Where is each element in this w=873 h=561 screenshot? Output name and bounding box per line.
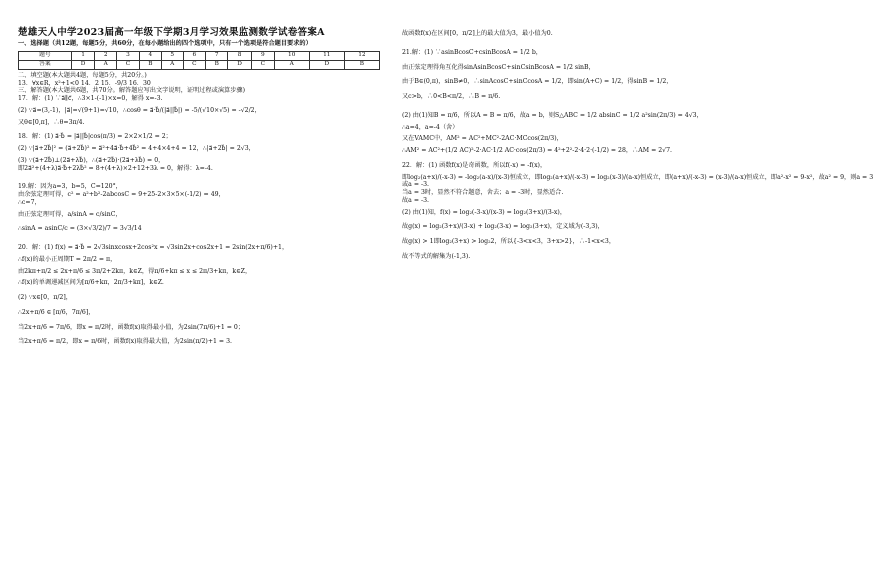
solution-line: (2) ∵x∈[0，π/2]， — [18, 294, 72, 301]
question-number: 12 — [344, 51, 379, 60]
question-number: 2 — [95, 51, 117, 60]
answer-cell: C — [251, 60, 274, 69]
question-number: 6 — [183, 51, 206, 60]
solution-line: 又c>b，∴0<B<π/2，∴B = π/6. — [402, 93, 501, 100]
question-number: 10 — [274, 51, 309, 60]
row-label-number: 题号 — [19, 51, 72, 60]
solution-line: 21.解：(1) ∵asinBcosC+csinBcosA = 1/2 b， — [402, 48, 542, 56]
solution-line: 故g(x) > 1即log₂(3+x) > log₂2，所以{-3<x<3，3+x>2}，∴-1<x<3， — [402, 238, 616, 245]
solution-line: ∴f(x)的最小正周期T = 2π/2 = π， — [18, 255, 117, 263]
solution-line: 18．解：(1) a⃗·b⃗ = |a⃗||b⃗|cos(π/3) = 2×2×1/2 = 2； — [18, 133, 172, 141]
solution-line: ∴a=4，a=-4（舍） — [402, 123, 459, 131]
answer-cell: C — [117, 60, 140, 69]
question-number: 9 — [251, 51, 274, 60]
solution-line: ∴AM² = AC²+(1/2 AC)²-2·AC·1/2 AC·cos(2π/3) = 4²+2²-2·4·2·(-1/2) = 28，∴AM = 2√7. — [402, 147, 673, 154]
section3-header: 三、解答题(本大题共6题，共70分。解答题应写出文字说明，证明过程或演算步骤) — [18, 87, 246, 95]
solution-line: 由余弦定理可得，c² = a²+b²-2abcosC = 9+25-2×3×5×(-1/2) = 49， — [18, 191, 225, 198]
solution-line: 由正弦定理可得，a/sinA = c/sinC， — [18, 210, 122, 218]
solution-line: 当2x+π/6 = 7π/6，即x = π/2时，函数f(x)取得最小值，为2sin(7π/6)+1 = 0； — [18, 323, 245, 331]
solution-line: 17．解：(1) ∵a⃗∥c⃗，∴3×1-(-1)×x=0，解得 x=-3. — [18, 95, 163, 102]
solution-line: 当a = 3时，显然不符合题意，舍去；a = -3时，显然适合. — [402, 189, 564, 196]
solution-line: (2) ∵|a⃗+2b⃗|² = (a⃗+2b⃗)² = a⃗²+4a⃗·b⃗+4b⃗² = 4+4×4+4 = 12，∴|a⃗+2b⃗| = 2√3， — [18, 145, 255, 152]
answer-table — [18, 51, 380, 70]
fill-blank-answers: 13．∀x∈R，x²+1<0 14．2 15．-9/3 16．30 — [18, 79, 151, 87]
right-column — [402, 30, 873, 261]
solution-line: 故不等式的解集为(-1,3). — [402, 252, 471, 260]
section1-header: 一、选择题（共12题，每题5分，共60分，在每小题给出的四个选项中，只有一个选项是符合题目要求的） — [18, 40, 312, 47]
answer-cell: D — [71, 60, 95, 69]
solution-line: 当2x+π/6 = π/2，即x = π/6时，函数f(x)取得最大值，为2sin(π/2)+1 = 3. — [18, 338, 232, 346]
solution-line: (2) 由(1)知B = π/6，所以A = B = π/6，故a = b，则S△ABC = 1/2 absinC = 1/2 a²sin(2π/3) = 4√3， — [402, 111, 703, 119]
question-number: 8 — [228, 51, 252, 60]
solution-line: 故函数f(x)在区间[0，π/2]上的最大值为3，最小值为0. — [402, 30, 553, 37]
solution-line: 又在VAMC中，AM² = AC²+MC²-2AC·MCcos(2π/3)， — [402, 135, 563, 143]
solution-line: 即2a⃗²+(4+λ)a⃗·b⃗+2λb⃗² = 8+(4+λ)×2+12+3λ = 0，解得：λ=-4. — [18, 164, 213, 172]
solution-line: 故g(x) = log₂(3+x)/(3-x) + log₂(3-x) = log₂(3+x)，定义域为(-3,3)， — [402, 223, 604, 231]
solution-line: ∴sinA = asinC/c = (3×√3/2)/7 = 3√3/14 — [18, 225, 142, 233]
left-column — [18, 40, 380, 346]
solution-line: ∴2x+π/6 ∈ [π/6，7π/6]， — [18, 308, 95, 316]
row-label-answer: 答案 — [19, 60, 72, 69]
solution-line: 20．解：(1) f(x) = a⃗·b⃗ = 2√3sinxcosx+2cos²x = √3sin2x+cos2x+1 = 2sin(2x+π/6)+1， — [18, 244, 289, 251]
section2-header: 二、填空题(本大题共4题，每题5分，共20分。) — [18, 71, 147, 79]
solution-line: 又θ∈[0,π]，∴θ=3π/4. — [18, 118, 85, 126]
answer-cell: B — [139, 60, 161, 69]
answer-cell: B — [344, 60, 379, 69]
answer-table-row-answers — [19, 60, 380, 69]
solution-line: 由于B∈(0,π)，sinB≠0，∴sinAcosC+sinCcosA = 1/2，即sin(A+C) = 1/2，得sinB = 1/2， — [402, 78, 673, 86]
answer-cell: C — [183, 60, 206, 69]
answer-cell: A — [161, 60, 183, 69]
solution-line: 由2kπ+π/2 ≤ 2x+π/6 ≤ 3π/2+2kπ，k∈Z，得π/6+kπ ≤ x ≤ 2π/3+kπ，k∈Z， — [18, 267, 252, 275]
question-number: 11 — [309, 51, 344, 60]
answer-cell: A — [95, 60, 117, 69]
answer-table-row-numbers — [19, 51, 380, 60]
solution-line: ∴f(x)的单调递减区间为[π/6+kπ，2π/3+kπ]，k∈Z. — [18, 279, 164, 287]
question-number: 3 — [117, 51, 140, 60]
solution-line: 故a = -3. — [402, 196, 429, 204]
solution-line: 即log₂(a+x)/(-x-3) = -log₂(a-x)/(x-3)恒成立，即log₂(a+x)/(-x-3) = log₂(x-3)/(a-x)恒成立，即(a+x)/(-x-3) = (x-3)/(a-x)恒成立，即a²-x² = 9-x²，故a² = 9，则a = 3 — [402, 173, 873, 181]
answer-cell: B — [206, 60, 228, 69]
solution-line: 19.解：因为a=3，b=5，C=120°， — [18, 183, 122, 191]
solution-line: (2) 由(1)知，f(x) = log₂(-3-x)/(x-3) = log₂(3+x)/(3-x)， — [402, 208, 567, 216]
answer-cell: A — [274, 60, 309, 69]
question-number: 7 — [206, 51, 228, 60]
question-number: 5 — [161, 51, 183, 60]
question-number: 1 — [71, 51, 95, 60]
solution-line: (3) ∵(a⃗+2b⃗)⊥(2a⃗+λb⃗)，∴(a⃗+2b⃗)·(2a⃗+λb⃗) = 0， — [18, 156, 165, 164]
solution-line: 22．解：(1) 函数f(x)是奇函数，所以f(-x) = -f(x)， — [402, 161, 547, 169]
solution-line: ∴c=7， — [18, 198, 41, 206]
document-title: 楚雄天人中学2023届高一年级下学期3月学习效果监测数学试卷答案A — [18, 27, 325, 38]
solution-line: 由正弦定理得角互化得sinAsinBcosC+sinCsinBcosA = 1/2 sinB， — [402, 63, 595, 71]
question-number: 4 — [139, 51, 161, 60]
solution-line: 或a = -3. — [402, 181, 429, 189]
answer-cell: D — [228, 60, 252, 69]
solution-line: (2) ∵a⃗=(3,-1)，|a⃗|=√(9+1)=√10，∴cosθ = a⃗·b⃗/(|a⃗||b⃗|) = -5/(√10×√5) = -√2/2， — [18, 106, 261, 114]
answer-cell: D — [309, 60, 344, 69]
